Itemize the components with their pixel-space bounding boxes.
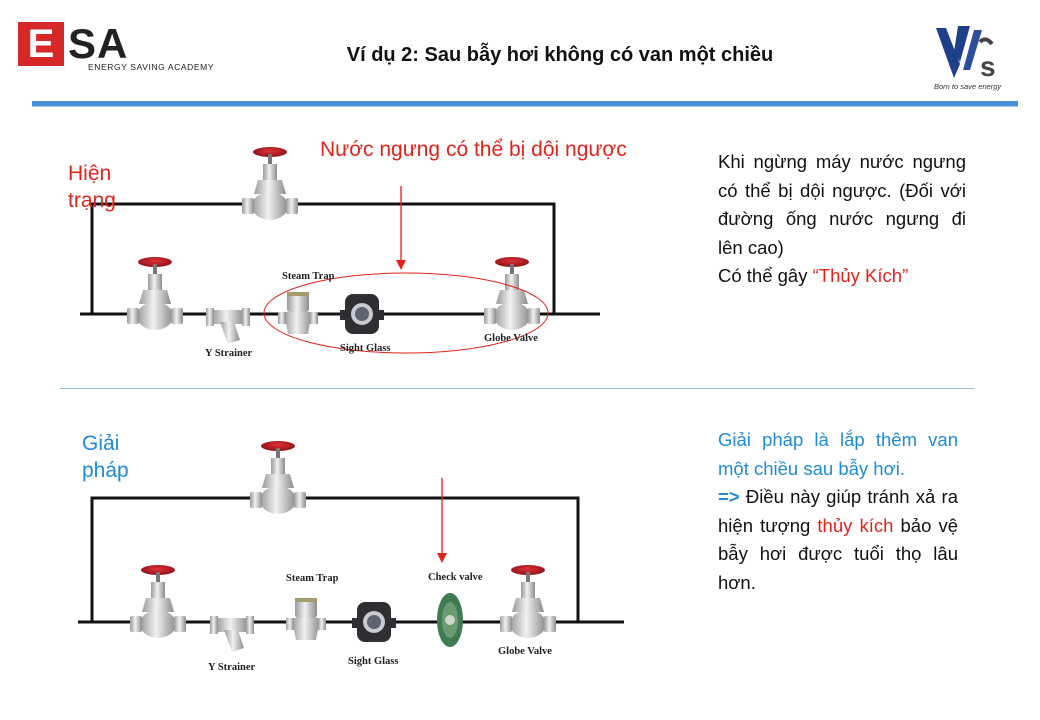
bottom-check-valve-label: Check valve [428, 572, 483, 583]
bottom-check-valve [437, 593, 463, 647]
backflow-note: Nước ngưng có thể bị dội ngược [320, 138, 627, 161]
solution-description-body [718, 483, 958, 597]
section-label-current: Hiện trạng [68, 162, 116, 212]
current-description-line2 [718, 262, 966, 291]
bottom-y-strainer-label: Y Strainer [208, 662, 256, 673]
top-sight-glass [340, 294, 384, 334]
bottom-sight-glass [352, 602, 396, 642]
bottom-outlet-globe-valve [500, 565, 556, 638]
esa-logo-subtitle: ENERGY SAVING ACADEMY [88, 62, 215, 72]
solution-text-red: thủy kích [817, 514, 894, 536]
top-steam-trap [278, 292, 318, 334]
bottom-steam-trap-label: Steam Trap [286, 573, 339, 584]
svg-text:s: s [980, 51, 996, 82]
top-globe-valve-label: Globe Valve [484, 333, 538, 344]
esa-logo-e: E [18, 22, 64, 66]
bottom-sight-glass-label: Sight Glass [348, 656, 399, 667]
bottom-inlet-globe-valve [130, 565, 186, 638]
bottom-y-strainer [210, 616, 254, 652]
water-hammer-prefix: Có thể gây [718, 265, 813, 286]
esa-logo-sa: SA [68, 20, 129, 67]
top-steam-trap-label: Steam Trap [282, 271, 335, 282]
bottom-steam-trap [286, 598, 326, 640]
top-y-strainer [206, 308, 250, 344]
section-divider [60, 388, 974, 389]
top-y-strainer-label: Y Strainer [205, 348, 253, 359]
top-inlet-globe-valve [127, 257, 183, 330]
solution-arrow: => [718, 486, 740, 507]
top-outlet-globe-valve [484, 257, 540, 330]
top-sight-glass-label: Sight Glass [340, 343, 391, 354]
bottom-globe-valve-label: Globe Valve [498, 646, 552, 657]
vs-logo-tagline: Born to save energy [934, 82, 1002, 91]
top-bypass-globe-valve [242, 147, 298, 220]
top-red-arrowhead [396, 260, 406, 270]
solution-description [718, 426, 958, 597]
solution-text-part1: Điều này giúp tránh xả ra hiện tượng [718, 486, 958, 536]
section-label-solution: Giải pháp [82, 432, 129, 482]
slide-title: Ví dụ 2: Sau bẫy hơi không có van một chiều [346, 44, 774, 66]
current-description-line1: Khi ngừng máy nước ngưng có thể bị dội ngược. (Đối với đường ống nước ngưng đi lên cao) [718, 151, 966, 258]
water-hammer-highlight: “Thủy Kích” [812, 265, 909, 286]
bottom-red-arrowhead [437, 553, 447, 563]
current-description [718, 148, 966, 291]
solution-description-blue: Giải pháp là lắp thêm van một chiều sau bẫy hơi. [718, 429, 958, 479]
solution-text-part2: bảo vệ bẫy hơi được tuổi thọ lâu hơn. [718, 514, 958, 593]
bottom-bypass-globe-valve [250, 441, 306, 514]
